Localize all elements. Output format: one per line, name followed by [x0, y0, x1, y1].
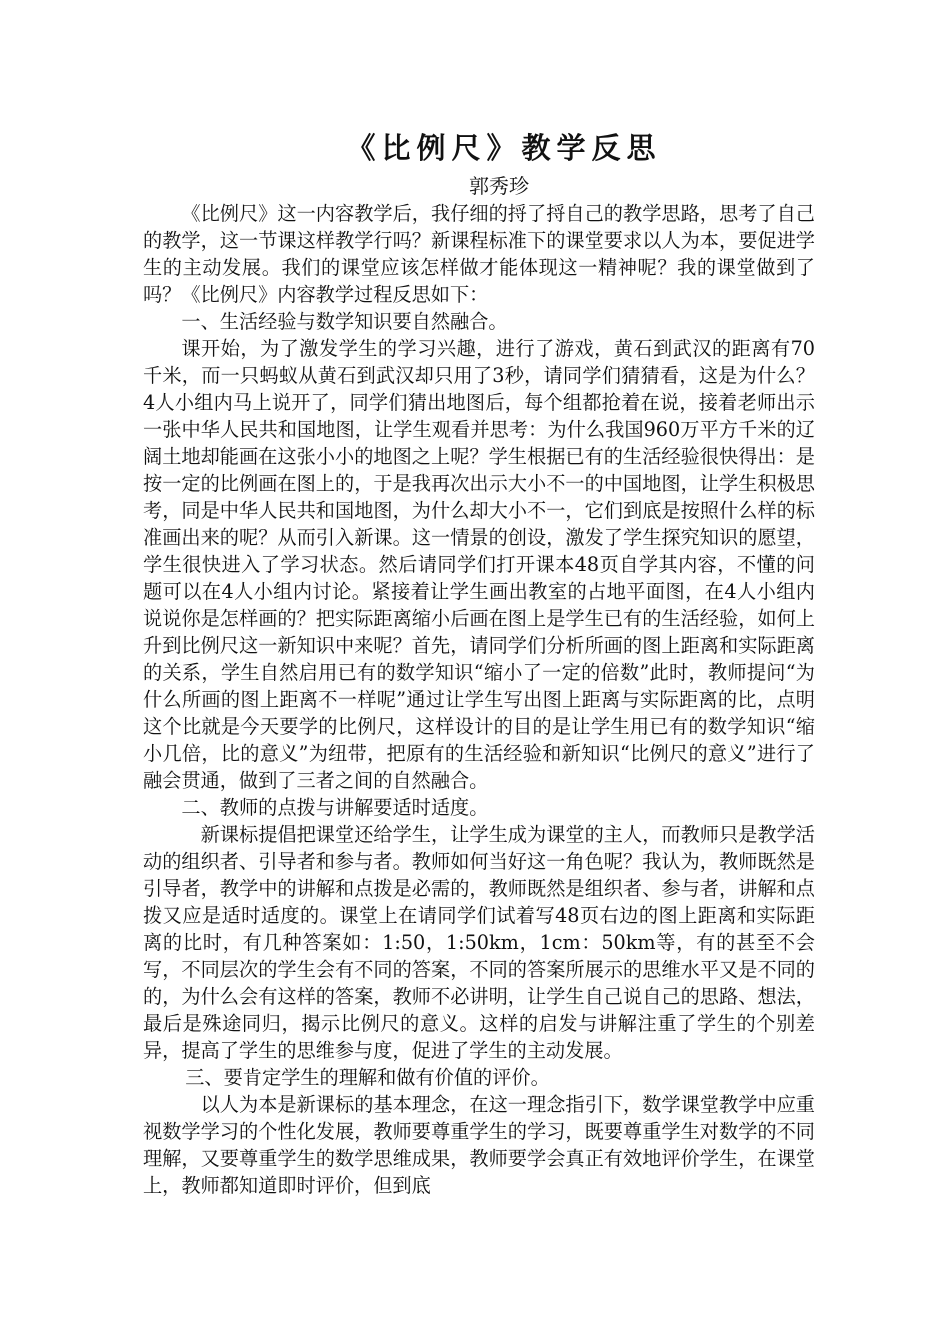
section-3-body: 以人为本是新课标的基本理念，在这一理念指引下，数学课堂教学中应重视数学学习的个性化发展，教师要尊重学生的学习，既要尊重学生对数学的不同理解，又要尊重学生的数学思维成果，教师要学会真正有效地评价学生，在课堂上，教师都知道即时评价，但到底 — [143, 1093, 815, 1197]
document-author: 郭秀珍 — [469, 174, 529, 198]
document-title: 《比例尺》教学反思 — [346, 131, 662, 165]
section-2-heading: 二、教师的点拨与讲解要适时适度。 — [181, 796, 489, 819]
document-page — [143, 128, 815, 1199]
section-1-body: 课开始，为了激发学生的学习兴趣，进行了游戏，黄石到武汉的距离有70千米，而一只蚂蚁从黄石到武汉却只用了3秒，请同学们猜猜看，这是为什么？4人小组内马上说开了，同学们猜出地图后，每个组都抢着在说，接着老师出示一张中华人民共和国地图，让学生观看并思考：为什么我国960万平方千米的辽阔土地却能画在这张小小的地图之上呢？学生根据已有的生活经验很快得出：是按一定的比例画在图上的，于是我再次出示大小不一的中国地图，让学生积极思考，同是中华人民共和国地图，为什么却大小不一，它们到底是按照什么样的标准画出来的呢？从而引入新课。这一情景的创设，激发了学生探究知识的愿望，学生很快进入了学习状态。然后请同学们打开课本48页自学其内容，不懂的问题可以在4人小组内讨论。紧接着让学生画出教室的占地平面图，在4人小组内说说你是怎样画的？把实际距离缩小后画在图上是学生已有的生活经验，如何上升到比例尺这一新知识中来呢？首先，请同学们分析所画的图上距离和实际距离的关系，学生自然启用已有的数学知识“缩小了一定的倍数”此时，教师提问“为什么所画的图上距离不一样呢”通过让学生写出图上距离与实际距离的比，点明这个比就是今天要学的比例尺，这样设计的目的是让学生用已有的数学知识“缩小几倍，比的意义”为纽带，把原有的生活经验和新知识“比例尺的意义”进行了融会贯通，做到了三者之间的自然融合。 — [143, 337, 815, 792]
section-2-body: 新课标提倡把课堂还给学生，让学生成为课堂的主人，而教师只是教学活动的组织者、引导者和参与者。教师如何当好这一角色呢？我认为，教师既然是引导者，教学中的讲解和点拨是必需的，教师既然是组织者、参与者，讲解和点拨又应是适时适度的。课堂上在请同学们试着写48页右边的图上距离和实际距离的比时，有几种答案如：1:50，1:50km，1cm：50km等，有的甚至不会写，不同层次的学生会有不同的答案，不同的答案所展示的思维水平又是不同的的，为什么会有这样的答案，教师不必讲明，让学生自己说自己的思路、想法，最后是殊途同归，揭示比例尺的意义。这样的启发与讲解注重了学生的个别差异，提高了学生的思维参与度，促进了学生的主动发展。 — [143, 823, 815, 1062]
intro-paragraph: 《比例尺》这一内容教学后，我仔细的捋了捋自己的教学思路，思考了自己的教学，这一节课这样教学行吗？新课程标准下的课堂要求以人为本，要促进学生的主动发展。我们的课堂应该怎样做才能体现这一精神呢？我的课堂做到了吗？《比例尺》内容教学过程反思如下： — [143, 202, 815, 306]
section-1-heading: 一、生活经验与数学知识要自然融合。 — [181, 310, 508, 333]
section-3-heading: 三、要肯定学生的理解和做有价值的评价。 — [185, 1066, 550, 1089]
